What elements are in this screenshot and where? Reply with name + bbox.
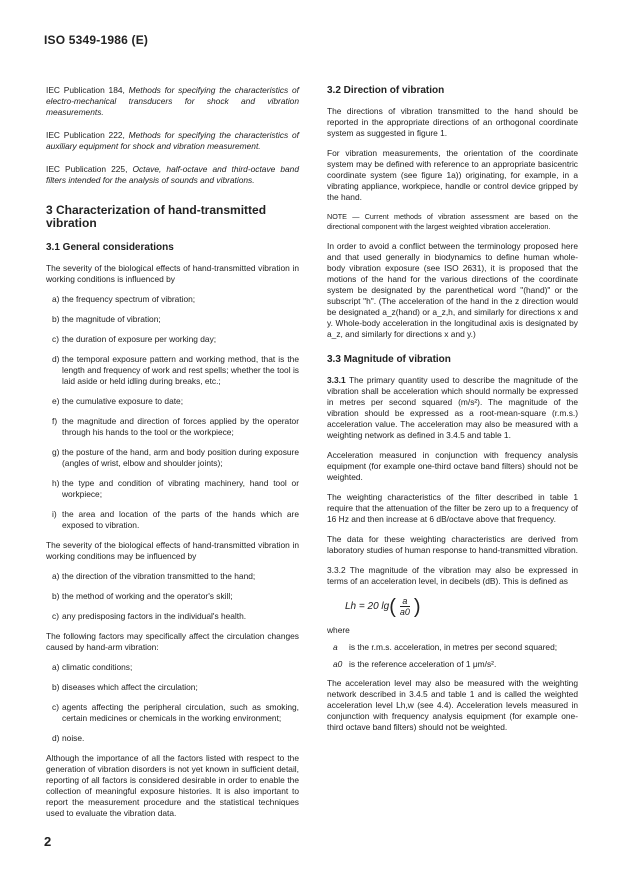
list-item xyxy=(46,591,299,602)
list-item xyxy=(46,682,299,693)
factor-list-1 xyxy=(46,294,299,531)
list-item xyxy=(46,396,299,407)
paragraph-3-3-1 xyxy=(327,375,578,441)
list-label: g) xyxy=(52,447,60,457)
ref-lead: IEC Publication 184, xyxy=(46,85,129,95)
reference-iec-225 xyxy=(46,164,299,186)
document-header: ISO 5349-1986 (E) xyxy=(44,33,149,47)
list-item xyxy=(46,447,299,469)
definition-text: is the reference acceleration of 1 μm/s². xyxy=(349,659,497,669)
list-label: b) xyxy=(52,591,60,601)
list-item xyxy=(46,294,299,305)
paragraph: The severity of the biological effects of hand-transmitted vibration in working conditions may be influenced by xyxy=(46,540,299,561)
list-label: d) xyxy=(52,733,60,743)
equation-lhs: Lh = 20 lg xyxy=(345,601,390,612)
factor-list-3 xyxy=(46,662,299,744)
list-label: b) xyxy=(52,314,60,324)
list-text: the magnitude and direction of forces applied by the operator through his hands to the tool or the workpiece; xyxy=(62,416,299,437)
clause-number: 3.3.2 xyxy=(327,565,346,575)
clause-text: The magnitude of the vibration may also be expressed in terms of an acceleration level, in decibels (dB). This is defined as xyxy=(327,565,578,586)
paragraph: The weighting characteristics of the filter described in table 1 require that the attenuation of the filter be zero up to a frequency of 16 Hz and then increase at 6 dB/octave above that frequency. xyxy=(327,492,578,524)
equation xyxy=(345,596,578,617)
list-item xyxy=(46,354,299,387)
list-item xyxy=(46,733,299,744)
section-3-heading: 3 Characterization of hand-transmitted vibration xyxy=(46,203,267,230)
where-label: where xyxy=(327,625,350,635)
fraction xyxy=(400,596,410,617)
left-column xyxy=(46,85,299,828)
list-item xyxy=(46,314,299,325)
paragraph: In order to avoid a conflict between the terminology proposed here and that used generally in biodynamics to define human whole-body vibration exposure (see ISO 2631), it is proposed that the motions of the hand for the various directions of the coordinate system be designated by the parenthetical word "(hand)" or the subscript "h". (The acceleration of the hand in the z direction would be designated a_z(hand) or a_z,h, and similarly for directions x and y. Whole-body acceleration in the longitudinal axis is designated by a_z, and similarly for directions x and y.) xyxy=(327,241,578,339)
list-item xyxy=(46,416,299,438)
list-label: a) xyxy=(52,662,60,672)
clause-text: The primary quantity used to describe the magnitude of the vibration shall be acceleration which should normally be expressed in metres per second squared (m/s²). The magnitude of the vibration should be expressed as a root-mean-square (r.m.s.) acceleration value. The acceleration may also be measured with a weighting network as defined in 3.4.5 and table 1. xyxy=(327,375,578,440)
section-3-3-heading: 3.3 Magnitude of vibration xyxy=(327,354,451,365)
paragraph: Acceleration measured in conjunction with frequency analysis equipment (for example one-third octave band filters) should not be weighted. xyxy=(327,450,578,482)
definition-a xyxy=(333,642,578,653)
list-text: the cumulative exposure to date; xyxy=(62,396,184,406)
list-item xyxy=(46,571,299,582)
list-text: diseases which affect the circulation; xyxy=(62,682,198,692)
fraction-denominator: a0 xyxy=(399,607,410,617)
list-label: e) xyxy=(52,396,60,406)
ref-title: Octave, half-octave and third-octave band filters intended for the analysis of sounds and vibrations. xyxy=(46,164,299,185)
ref-title: Methods for specifying the characteristics of electro-mechanical transducers for shock and vibration measurements. xyxy=(46,85,300,117)
reference-iec-222 xyxy=(46,130,299,152)
section-3-1-heading: 3.1 General considerations xyxy=(46,242,174,253)
list-item xyxy=(46,334,299,345)
ref-lead: IEC Publication 225, xyxy=(46,164,133,174)
symbol: a xyxy=(333,642,338,652)
paragraph: The data for these weighting characteristics are derived from laboratory studies of human response to hand-transmitted vibration. xyxy=(327,534,578,555)
list-text: the posture of the hand, arm and body position during exposure (angles of wrist, elbow and shoulder joints); xyxy=(62,447,299,468)
clause-number: 3.3.1 xyxy=(327,375,346,385)
ref-title: Methods for specifying the characteristics of auxiliary equipment for shock and vibration measurement. xyxy=(46,130,300,151)
fraction-numerator: a xyxy=(402,596,408,606)
factor-list-2 xyxy=(46,571,299,622)
list-label: f) xyxy=(52,416,58,426)
list-text: the frequency spectrum of vibration; xyxy=(62,294,196,304)
list-text: the direction of the vibration transmitted to the hand; xyxy=(62,571,256,581)
list-text: the temporal exposure pattern and working method, that is the length and frequency of work and rest spells; whether the tool is laid aside or held idling during breaks, etc.; xyxy=(62,354,299,386)
list-text: climatic conditions; xyxy=(62,662,133,672)
symbol: a0 xyxy=(333,659,343,669)
list-label: i) xyxy=(52,509,57,519)
closing-paragraph: Although the importance of all the factors listed with respect to the generation of vibration disorders is not yet known in sufficient detail, reporting of all factors is considered desirable in order to enable the collection of meaningful exposure histories. It is also important to report the measurement procedure and the statistical techniques used to evaluate the vibration data. xyxy=(46,753,299,818)
list-label: a) xyxy=(52,294,60,304)
list-text: noise. xyxy=(62,733,85,743)
list-text: the duration of exposure per working day; xyxy=(62,334,217,344)
list-text: the method of working and the operator's skill; xyxy=(62,591,233,601)
list-item xyxy=(46,611,299,622)
list-label: a) xyxy=(52,571,60,581)
list-text: any predisposing factors in the individual's health. xyxy=(62,611,247,621)
list-item xyxy=(46,662,299,673)
paragraph: The acceleration level may also be measured with the weighting network described in 3.4.5 and table 1 and is called the weighted acceleration level Lh,w (see 4.4). Acceleration levels measured in conjunction with frequency analysis equipment (for example one-third octave band filters) should not be weighted. xyxy=(327,678,578,732)
paragraph: For vibration measurements, the orientation of the coordinate system may be defined with reference to an appropriate basicentric coordinate system (see figure 1a)) originating, for example, in a vibrating appliance, workpiece, handle or control device gripped by the hand. xyxy=(327,148,578,202)
ref-lead: IEC Publication 222, xyxy=(46,130,129,140)
list-text: the type and condition of vibrating machinery, hand tool or workpiece; xyxy=(62,478,299,499)
paragraph: The following factors may specifically affect the circulation changes caused by hand-arm vibration: xyxy=(46,631,299,652)
list-label: c) xyxy=(52,334,59,344)
paragraph-3-3-2 xyxy=(327,565,578,587)
definition-text: is the r.m.s. acceleration, in metres per second squared; xyxy=(349,642,558,652)
right-column xyxy=(327,85,578,742)
paragraph: The directions of vibration transmitted to the hand should be reported in the appropriate directions of an orthogonal coordinate system as suggested in figure 1. xyxy=(327,106,578,138)
paragraph: The severity of the biological effects of hand-transmitted vibration in working conditions is influenced by xyxy=(46,263,299,284)
list-item xyxy=(46,509,299,531)
list-label: d) xyxy=(52,354,60,364)
list-label: b) xyxy=(52,682,60,692)
definition-a0 xyxy=(333,659,578,670)
note: NOTE — Current methods of vibration assessment are based on the directional component with the largest weighted vibration acceleration. xyxy=(327,212,578,231)
section-3-2-heading: 3.2 Direction of vibration xyxy=(327,85,445,96)
page-number: 2 xyxy=(44,834,52,849)
list-text: the area and location of the parts of the hands which are exposed to vibration. xyxy=(62,509,299,530)
reference-iec-184 xyxy=(46,85,299,118)
list-item xyxy=(46,478,299,500)
list-label: h) xyxy=(52,478,60,488)
list-text: the magnitude of vibration; xyxy=(62,314,161,324)
list-label: c) xyxy=(52,702,59,712)
left-paren: ( xyxy=(389,595,396,618)
list-item xyxy=(46,702,299,724)
right-paren: ) xyxy=(413,595,421,618)
list-label: c) xyxy=(52,611,59,621)
list-text: agents affecting the peripheral circulation, such as smoking, certain medicines or chemicals in the working environment; xyxy=(62,702,299,723)
